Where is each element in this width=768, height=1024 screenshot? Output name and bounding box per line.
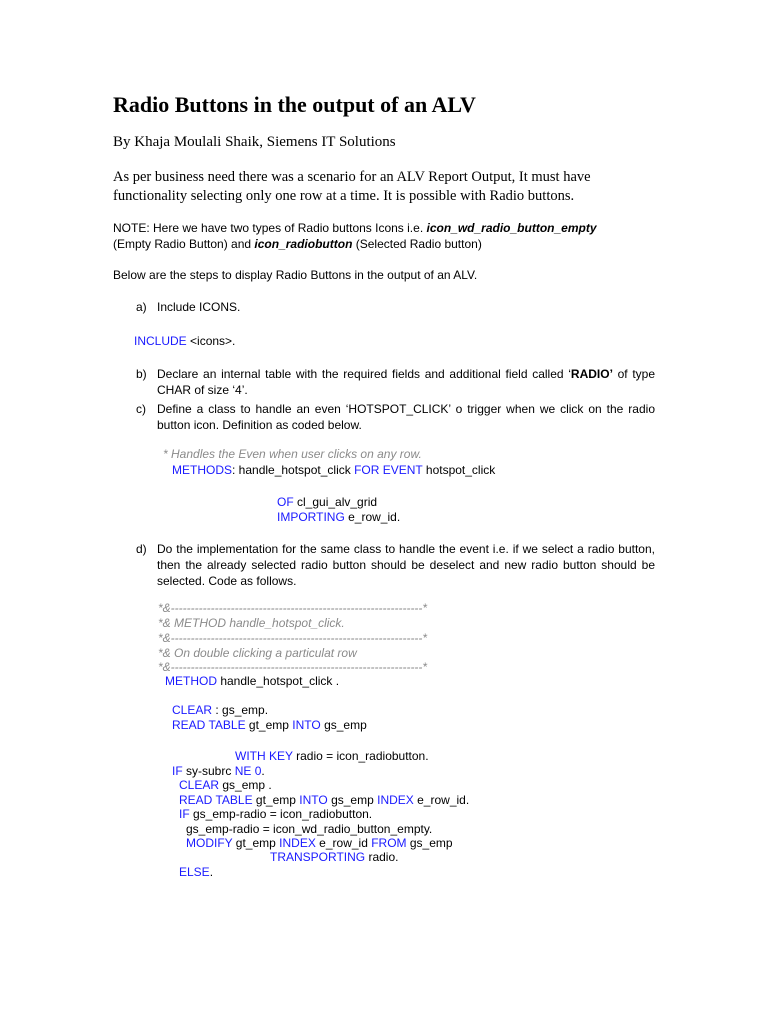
note-icon-empty: icon_wd_radio_button_empty [426, 221, 597, 235]
code-keyword: MODIFY [186, 836, 233, 850]
code-clear2-line [179, 777, 272, 793]
code-importing-line [277, 509, 400, 525]
code-keyword: METHOD [165, 674, 217, 688]
code-keyword: READ TABLE [172, 718, 246, 732]
code-keyword: CLEAR [179, 778, 220, 792]
code-text: e_row_id. [413, 793, 470, 807]
code-keyword: IF [172, 764, 183, 778]
code-text: gs_emp . [219, 778, 272, 792]
step-d-text: Do the implementation for the same class to handle the event i.e. if we select a radio button, then the already selected radio button should be deselect and new radio button should be selected. Code as follows. [157, 542, 655, 588]
code-text: radio. [365, 850, 399, 864]
code-transporting-line [270, 849, 398, 865]
code-text: radio = icon_radiobutton. [292, 749, 429, 763]
code-text: gs_emp [327, 793, 378, 807]
code-text: . [209, 865, 214, 879]
code-else-line [179, 864, 213, 880]
note-mid: (Empty Radio Button) and [113, 237, 255, 251]
code-comment: *&---------------------------------------------------------------* [158, 631, 428, 645]
step-b-text-post: of type CHAR of size ‘4’. [157, 367, 656, 397]
code-keyword: CLEAR [172, 703, 213, 717]
note-paragraph [113, 220, 633, 252]
code-text: . [261, 764, 265, 778]
code-keyword: INTO [292, 718, 321, 732]
code-comment: * Handles the Even when user clicks on any row. [163, 447, 422, 461]
code-keyword: READ TABLE [179, 793, 253, 807]
code-text: cl_gui_alv_grid [293, 495, 378, 509]
code-number: 0 [254, 764, 262, 778]
step-a-text: Include ICONS. [157, 300, 241, 314]
step-b-text [157, 366, 655, 398]
code-keyword: METHODS [172, 463, 232, 477]
code-text: gs_emp-radio = icon_radiobutton. [189, 807, 373, 821]
code-keyword: OF [277, 495, 294, 509]
page-title: Radio Buttons in the output of an ALV [113, 92, 476, 117]
step-b-text-pre: Declare an internal table with the required fields and additional field called ‘ [157, 367, 571, 381]
code-keyword: INTO [299, 793, 328, 807]
code-assign-line: gs_emp-radio = icon_wd_radio_button_empty. [186, 822, 433, 836]
code-text: gt_emp [245, 718, 293, 732]
code-keyword: FROM [371, 836, 407, 850]
code-keyword: IF [179, 807, 190, 821]
code-keyword: INDEX [279, 836, 316, 850]
code-text: <icons>. [186, 334, 236, 348]
code-keyword: IMPORTING [277, 510, 345, 524]
code-method-line [165, 673, 339, 689]
code-if2-line [179, 806, 372, 822]
code-keyword: NE [234, 764, 252, 778]
code-text: gs_emp [320, 718, 367, 732]
code-text: e_row_id [315, 836, 372, 850]
code-text: sy-subrc [182, 764, 235, 778]
code-keyword: ELSE [179, 865, 210, 879]
code-keyword: INDEX [377, 793, 414, 807]
code-keyword: WITH KEY [235, 749, 293, 763]
byline: By Khaja Moulali Shaik, Siemens IT Solutions [113, 134, 396, 150]
steps-intro: Below are the steps to display Radio Buttons in the output of an ALV. [113, 268, 478, 282]
code-text: gs_emp [406, 836, 453, 850]
code-text: e_row_id. [344, 510, 401, 524]
step-b-radio: RADIO’ [570, 367, 613, 381]
code-of-line [277, 494, 377, 510]
code-clear-line [172, 702, 268, 718]
code-keyword: TRANSPORTING [270, 850, 366, 864]
code-keyword: FOR EVENT [354, 463, 423, 477]
code-include-line [134, 333, 235, 349]
code-read-line [172, 717, 367, 733]
code-comment: *&---------------------------------------------------------------* [158, 660, 428, 674]
step-c-text: Define a class to handle an even ‘HOTSPOT_CLICK’ o trigger when we click on the radio button icon. Definition as coded below. [157, 402, 655, 432]
code-comment: *& On double clicking a particulat row [158, 646, 357, 660]
code-comment: *& METHOD handle_hotspot_click. [158, 616, 345, 630]
step-b-marker: b) [136, 367, 147, 381]
step-a-marker: a) [136, 300, 147, 314]
intro-paragraph: As per business need there was a scenario for an ALV Report Output, It must have functionality selecting only one row at a time. It is possible with Radio buttons. [113, 169, 591, 204]
code-withkey-line [235, 748, 429, 764]
code-methods-line [172, 462, 495, 478]
note-suffix: (Selected Radio button) [352, 237, 482, 251]
note-prefix: NOTE: Here we have two types of Radio buttons Icons i.e. [113, 221, 427, 235]
code-text: gt_emp [252, 793, 300, 807]
step-d-marker: d) [136, 542, 147, 556]
code-text: hotspot_click [422, 463, 496, 477]
note-icon-selected: icon_radiobutton [254, 237, 353, 251]
step-c-marker: c) [136, 402, 146, 416]
code-text: : gs_emp. [212, 703, 269, 717]
code-comment: *&---------------------------------------------------------------* [158, 601, 428, 615]
code-text: : handle_hotspot_click [232, 463, 355, 477]
code-text: gt_emp [232, 836, 280, 850]
code-keyword: INCLUDE [134, 334, 187, 348]
code-text: handle_hotspot_click . [217, 674, 340, 688]
